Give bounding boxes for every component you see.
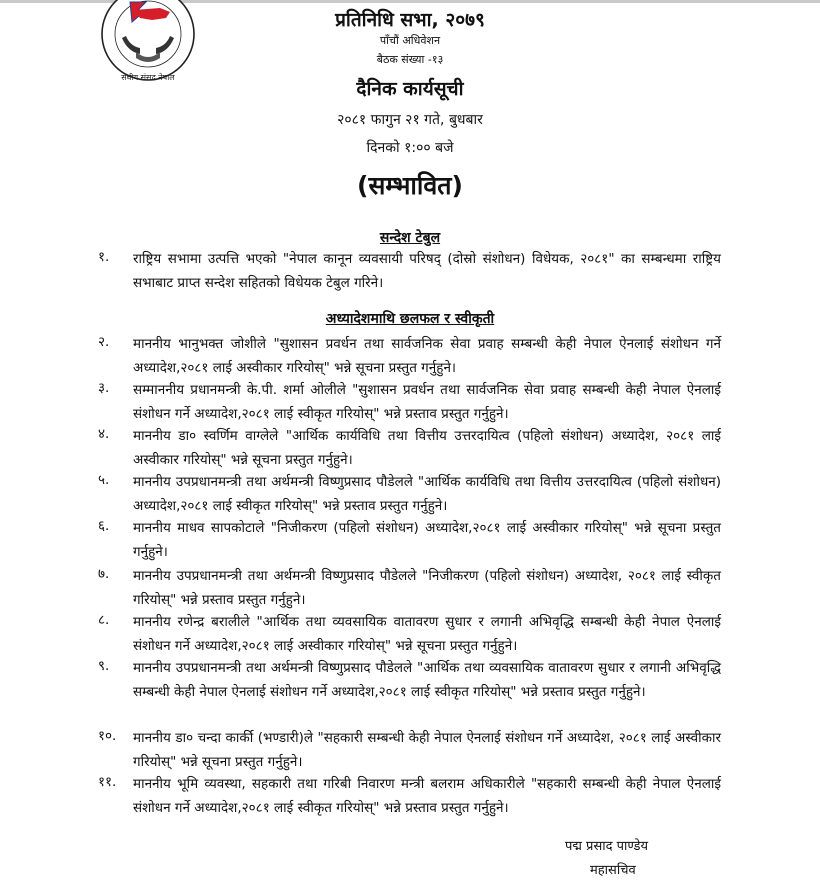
agenda-item-number: ७. <box>98 566 110 582</box>
section-heading-ordinance-discussion: अध्यादेशमाथि छलफल र स्वीकृती <box>325 311 495 327</box>
agenda-item-text: माननीय भूमि व्यवस्था, सहकारी तथा गरिबी निवारण मन्त्री बलराम अधिकारीले "सहकारी सम्बन्धी केही नेपाल ऐनलाई संशोधन गर्ने अध्यादेश,२०८१ लाई स्वीकृत गरियोस्" भन्ने प्रस्ताव प्रस्तुत गर्नुहुने। <box>133 776 721 816</box>
agenda-item-text: माननीय डा० स्वर्णिम वाग्लेले "आर्थिक कार्यविधि तथा वित्तीय उत्तरदायित्व (पहिलो संशोधन) अध्यादेश, २०८१ लाई अस्वीकार गरियोस्" भन्ने सूचना प्रस्तुत गर्नुहुने। <box>133 428 721 468</box>
agenda-item-text: राष्ट्रिय सभामा उत्पत्ति भएको "नेपाल कानून व्यवसायी परिषद् (दोस्रो संशोधन) विधेयक, २०८१" का सम्बन्धमा राष्ट्रिय सभाबाट प्राप्त सन्देश सहितको विधेयक टेबुल गरिने। <box>133 251 721 291</box>
meeting-date: २०८१ फागुन २१ गते, बुधबार <box>337 112 483 128</box>
meeting-number: बैठक संख्या -१३ <box>376 53 444 66</box>
agenda-item-number: ४. <box>98 426 110 442</box>
agenda-item-number: ९. <box>98 658 110 674</box>
agenda-item-number: ११. <box>98 774 117 790</box>
meeting-time: दिनको १:०० बजे <box>366 140 454 156</box>
session-label: पाँचौं अधिवेशन <box>379 34 441 47</box>
agenda-item-text: माननीय भानुभक्त जोशीले "सुशासन प्रवर्धन तथा सार्वजनिक सेवा प्रवाह सम्बन्धी केही नेपाल ऐनलाई संशोधन गर्ने अध्यादेश,२०८१ लाई अस्वीकार गरियोस्" भन्ने सूचना प्रस्तुत गर्नुहुने। <box>133 336 721 376</box>
agenda-item-text: माननीय रणेन्द्र बरालीले "आर्थिक तथा व्यवसायिक वातावरण सुधार र लगानी अभिवृद्धि सम्बन्धी केही नेपाल ऐनलाई संशोधन गर्ने अध्यादेश,२०८१ लाई अस्वीकार गरियोस्" भन्ने सूचना प्रस्तुत गर्नुहुने। <box>133 614 721 654</box>
agenda-item-text: माननीय उपप्रधानमन्त्री तथा अर्थमन्त्री विष्णुप्रसाद पौडेलले "आर्थिक तथा व्यवसायिक वातावरण सुधार र लगानी अभिवृद्धि सम्बन्धी केही नेपाल ऐनलाई संशोधन गर्ने अध्यादेश,२०८१ लाई स्वीकृत गरियोस्" भन्ने प्रस्ताव प्रस्तुत गर्नुहुने। <box>133 660 721 700</box>
tentative-label: (सम्भावित) <box>357 171 463 200</box>
agenda-item-number: १. <box>98 249 110 265</box>
agenda-item-number: ६. <box>98 518 110 534</box>
agenda-item-text: माननीय डा० चन्दा कार्की (भण्डारी)ले "सहकारी सम्बन्धी केही नेपाल ऐनलाई संशोधन गर्ने अध्यादेश, २०८१ लाई अस्वीकार गरियोस्" भन्ने सूचना प्रस्तुत गर्नुहुने। <box>133 730 721 770</box>
agenda-item-number: ३. <box>98 380 110 396</box>
agenda-item-number: ८. <box>98 612 110 628</box>
agenda-item-text: सम्माननीय प्रधानमन्त्री के.पी. शर्मा ओलीले "सुशासन प्रवर्धन तथा सार्वजनिक सेवा प्रवाह सम्बन्धी केही नेपाल ऐनलाई संशोधन गर्ने अध्यादेश,२०८१ लाई स्वीकृत गरियोस्" भन्ने प्रस्ताव प्रस्तुत गर्नुहुने। <box>133 382 721 422</box>
agenda-item-number: १०. <box>98 728 117 744</box>
house-title: प्रतिनिधि सभा, २०७९ <box>335 9 485 31</box>
agenda-item-text: माननीय माधव सापकोटाले "निजीकरण (पहिलो संशोधन) अध्यादेश,२०८१ लाई अस्वीकार गरियोस्" भन्ने सूचना प्रस्तुत गर्नुहुने। <box>133 520 721 560</box>
signatory-title: महासचिव <box>590 863 636 878</box>
signatory-name: पद्म प्रसाद पाण्डेय <box>565 839 649 854</box>
agenda-item-number: २. <box>98 334 110 350</box>
agenda-title: दैनिक कार्यसूची <box>356 78 464 100</box>
agenda-item-text: माननीय उपप्रधानमन्त्री तथा अर्थमन्त्री विष्णुप्रसाद पौडेलले "आर्थिक कार्यविधि तथा वित्तीय उत्तरदायित्व (पहिलो संशोधन) अध्यादेश,२०८१ लाई स्वीकृत गरियोस्" भन्ने प्रस्ताव प्रस्तुत गर्नुहुने। <box>133 474 721 514</box>
section-heading-message-table: सन्देश टेबुल <box>379 230 441 246</box>
agenda-item-number: ५. <box>98 472 110 488</box>
svg-text:संघीय संसद नेपाल: संघीय संसद नेपाल <box>121 73 175 82</box>
agenda-item-text: माननीय उपप्रधानमन्त्री तथा अर्थमन्त्री विष्णुप्रसाद पौडेलले "निजीकरण (पहिलो संशोधन) अध्यादेश, २०८१ लाई स्वीकृत गरियोस्" भन्ने प्रस्ताव प्रस्तुत गर्नुहुने। <box>133 568 721 608</box>
